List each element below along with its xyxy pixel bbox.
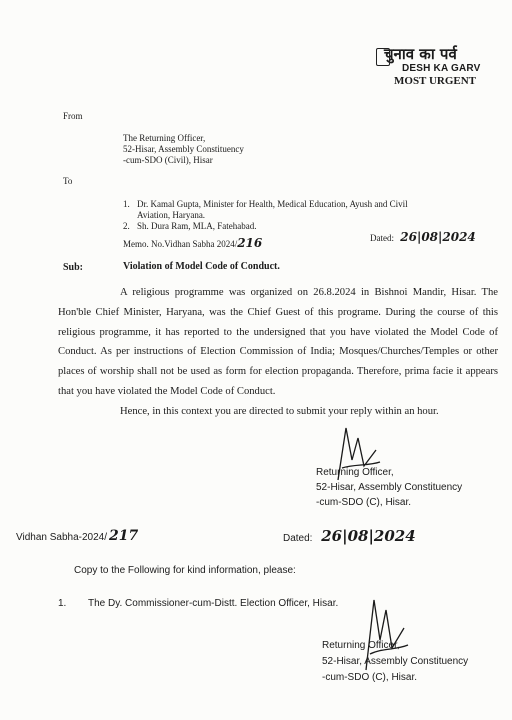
recipient-line-1: Dr. Kamal Gupta, Minister for Health, Medical Education, Ayush and Civil (137, 199, 408, 209)
from-label: From (63, 111, 83, 121)
to-label: To (63, 176, 73, 186)
memo-prefix: Memo. No.Vidhan Sabha 2024/ (123, 239, 238, 249)
endorsement-number-handwritten: 217 (109, 528, 139, 544)
memo-dated-label: Dated: (370, 233, 394, 243)
copy-item-number: 1. (58, 598, 67, 609)
body-paragraph-2: Hence, in this context you are directed to submit your reply within an hour. (120, 406, 439, 417)
memo-date-handwritten: 26|08|2024 (400, 230, 476, 244)
memo-date (370, 232, 476, 244)
body-paragraph-1: A religious programme was organized on 26.8.2024 in Bishnoi Mandir, Hisar. The Hon'ble Chief Minister, Haryana, was the Chief Guest of this programe. During the course of this religious programme, it has reported to the undersigned that you have violated the Model Code of Conduct. As per instructions of Election Commission of India; Mosques/Churches/Temples or other places of worship shall not be used as form for election propaganda. Therefore, prima facie it appears that you have violated the Model Code of Conduct. (58, 287, 498, 397)
endorsement-dated-label: Dated: (283, 533, 313, 544)
signature-block-2 (322, 638, 468, 686)
signatory-office: -cum-SDO (C), Hisar. (322, 672, 417, 683)
from-address (123, 133, 244, 166)
recipient-text (137, 199, 408, 221)
recipient-line-2: Aviation, Haryana. (137, 210, 206, 220)
from-line-2: 52-Hisar, Assembly Constituency (123, 144, 244, 154)
logo-hindi-text: चुनाव का पर्व (384, 45, 457, 63)
election-logo (376, 46, 500, 87)
signatory-title: Returning Officer, (316, 467, 394, 478)
signatory-title: Returning Officer, (322, 640, 400, 651)
endorsement-date (283, 527, 416, 545)
endorsement-prefix: Vidhan Sabha-2024/ (16, 532, 108, 543)
copy-instruction: Copy to the Following for kind information, please: (74, 565, 296, 576)
ballot-mark-icon (376, 48, 390, 66)
from-line-1: The Returning Officer, (123, 133, 206, 143)
recipient-list (123, 199, 453, 232)
recipient-text: Sh. Dura Ram, MLA, Fatehabad. (137, 221, 257, 231)
memo-number (123, 238, 262, 250)
recipient-number: 1. (123, 199, 130, 209)
logo-english-text: DESH KA GARV (402, 63, 481, 74)
copy-list-item (58, 597, 338, 610)
signatory-office: -cum-SDO (C), Hisar. (316, 497, 411, 508)
signatory-constituency: 52-Hisar, Assembly Constituency (316, 482, 463, 493)
from-line-3: -cum-SDO (Civil), Hisar (123, 155, 213, 165)
subject-text: Violation of Model Code of Conduct. (123, 261, 280, 272)
endorsement-number (16, 530, 138, 544)
signature-block-1 (316, 465, 462, 510)
endorsement-date-handwritten: 26|08|2024 (321, 527, 416, 545)
copy-item-text: The Dy. Commissioner-cum-Distt. Election Officer, Hisar. (88, 598, 339, 609)
subject-label: Sub: (63, 262, 84, 273)
recipient-item (123, 199, 453, 221)
memo-number-handwritten: 216 (237, 236, 263, 250)
signatory-constituency: 52-Hisar, Assembly Constituency (322, 656, 469, 667)
urgency-label: MOST URGENT (394, 75, 477, 87)
recipient-number: 2. (123, 221, 130, 231)
